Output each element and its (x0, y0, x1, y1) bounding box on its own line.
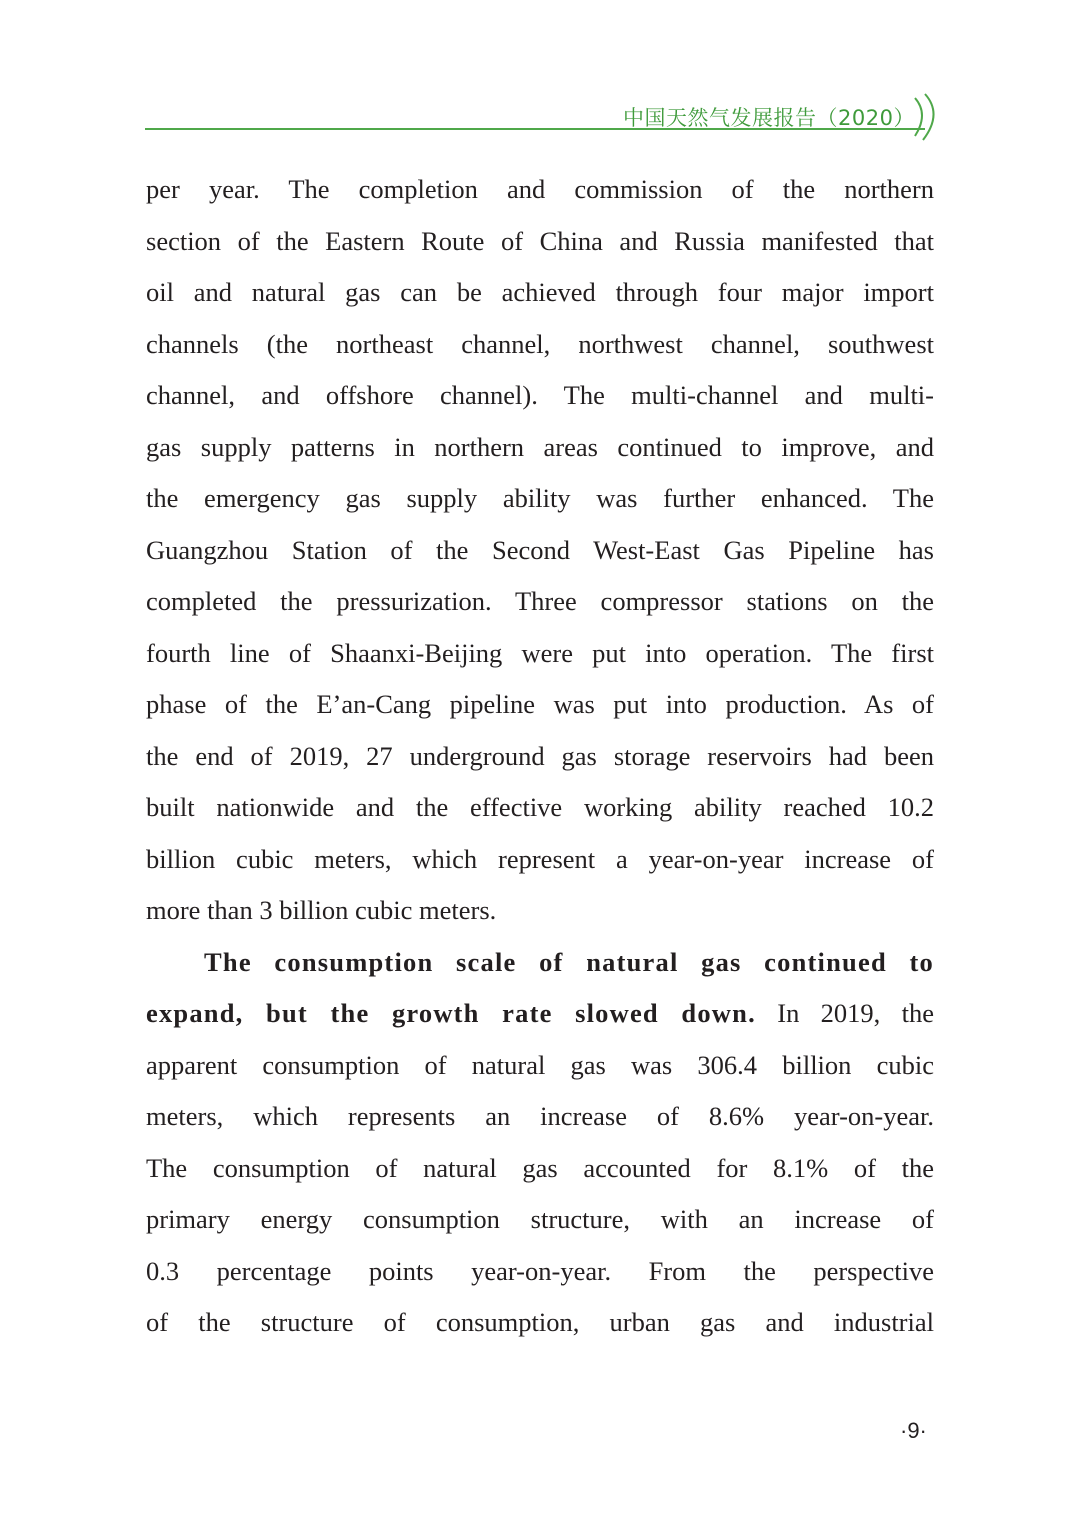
text-segment: In 2019, the (755, 998, 934, 1028)
text-line: section of the Eastern Route of China and Russia manifested that (146, 225, 934, 256)
running-header (145, 92, 945, 142)
text-line: built nationwide and the effective working ability reached 10.2 (146, 792, 934, 822)
page-number: ·9· (900, 1418, 927, 1443)
paragraph-heading-end: expand, but the growth rate slowed down. (146, 998, 756, 1028)
double-parenthesis-arc-icon (911, 92, 945, 142)
text-line: the emergency gas supply ability was further enhanced. The (146, 483, 934, 513)
text-line: Guangzhou Station of the Second West-East Gas Pipeline has (146, 534, 934, 565)
paragraph-heading-line: The consumption scale of natural gas continued to (204, 946, 934, 977)
text-line: fourth line of Shaanxi-Beijing were put into operation. The first (146, 637, 934, 668)
text-line: phase of the E’an-Cang pipeline was put into production. As of (146, 689, 934, 719)
text-line: meters, which represents an increase of 8.6% year-on-year. (146, 1101, 934, 1131)
text-line: of the structure of consumption, urban gas and industrial (146, 1307, 934, 1337)
text-line: oil and natural gas can be achieved through four major import (146, 277, 934, 307)
running-header-title: 中国天然气发展报告（2020） (623, 106, 915, 130)
text-line: gas supply patterns in northern areas continued to improve, and (146, 431, 934, 462)
text-line: the end of 2019, 27 underground gas storage reservoirs had been (146, 740, 934, 771)
text-line: The consumption of natural gas accounted for 8.1% of the (146, 1152, 934, 1183)
text-line: channels (the northeast channel, northwest channel, southwest (146, 328, 934, 359)
header-rule (145, 128, 925, 130)
text-line: per year. The completion and commission of the northern (146, 174, 934, 204)
text-line: completed the pressurization. Three compressor stations on the (146, 586, 934, 616)
text-line: more than 3 billion cubic meters. (146, 895, 497, 925)
text-line (146, 988, 934, 1040)
text-line: 0.3 percentage points year-on-year. From the perspective (146, 1255, 934, 1286)
text-line: channel, and offshore channel). The multi-channel and multi- (146, 380, 934, 410)
body-text (146, 164, 934, 1349)
text-line: primary energy consumption structure, with an increase of (146, 1204, 934, 1234)
text-line: billion cubic meters, which represent a year-on-year increase of (146, 843, 934, 874)
text-line: apparent consumption of natural gas was 306.4 billion cubic (146, 1049, 934, 1080)
